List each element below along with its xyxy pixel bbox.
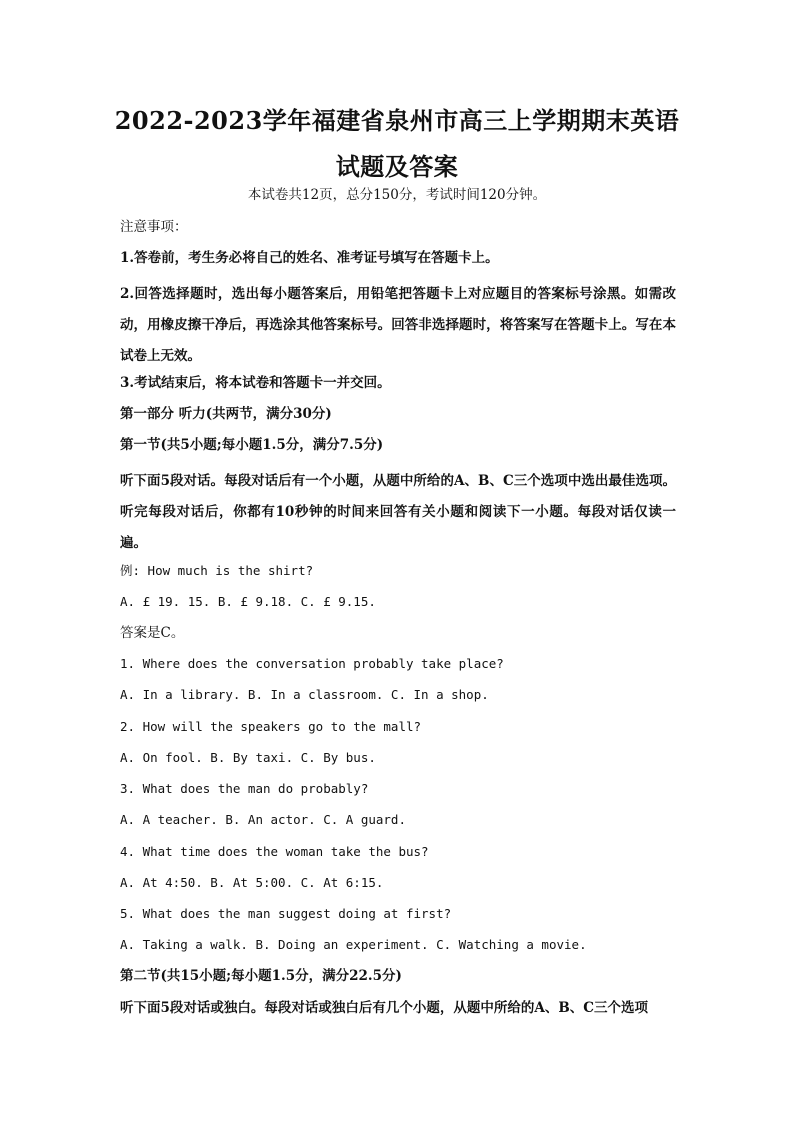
section1-heading: 第一节(共5小题;每小题1.5分，满分7.5分) bbox=[120, 437, 384, 453]
section2-instructions: 听下面5段对话或独白。每段对话或独白后有几个小题，从题中所给的A、B、C三个选项 bbox=[120, 1000, 649, 1016]
example-answer: 答案是C。 bbox=[120, 625, 185, 641]
exam-info: 本试卷共12页，总分150分，考试时间120分钟。 bbox=[247, 187, 547, 203]
question-4: 4. What time does the woman take the bus? bbox=[120, 844, 429, 859]
question-1-options: A. In a library. B. In a classroom. C. In a shop. bbox=[120, 687, 489, 702]
page-title: 2022-2023学年福建省泉州市高三上学期期末英语试题及答案 bbox=[114, 106, 680, 181]
notice-item-1: 1.答卷前，考生务必将自己的姓名、准考证号填写在答题卡上。 bbox=[120, 250, 499, 266]
question-5: 5. What does the man suggest doing at first? bbox=[120, 906, 452, 921]
part1-heading: 第一部分 听力(共两节，满分30分) bbox=[120, 406, 332, 422]
question-2-options: A. On fool. B. By taxi. C. By bus. bbox=[120, 750, 376, 765]
question-1: 1. Where does the conversation probably take place? bbox=[120, 656, 504, 671]
question-3-options: A. A teacher. B. An actor. C. A guard. bbox=[120, 812, 406, 827]
question-4-options: A. At 4:50. B. At 5:00. C. At 6:15. bbox=[120, 875, 384, 890]
question-3: 3. What does the man do probably? bbox=[120, 781, 369, 796]
section1-instructions: 听下面5段对话。每段对话后有一个小题，从题中所给的A、B、C三个选项中选出最佳选项。听完每段对话后，你都有10秒钟的时间来回答有关小题和阅读下一小题。每段对话仅读一遍。 bbox=[120, 473, 676, 551]
example-question: 例: How much is the shirt? bbox=[120, 563, 314, 578]
notice-heading: 注意事项： bbox=[120, 219, 188, 235]
question-2: 2. How will the speakers go to the mall? bbox=[120, 719, 422, 734]
question-5-options: A. Taking a walk. B. Doing an experiment. C. Watching a movie. bbox=[120, 937, 587, 952]
notice-item-2: 2.回答选择题时，选出每小题答案后，用铅笔把答题卡上对应题目的答案标号涂黑。如需改动，用橡皮擦干净后，再选涂其他答案标号。回答非选择题时，将答案写在答题卡上。写在本试卷上无效。 bbox=[120, 286, 676, 364]
example-options: A. £ 19. 15. B. £ 9.18. C. £ 9.15. bbox=[120, 594, 376, 609]
notice-item-3: 3.考试结束后，将本试卷和答题卡一并交回。 bbox=[120, 375, 391, 391]
section2-heading: 第二节(共15小题;每小题1.5分，满分22.5分) bbox=[120, 968, 402, 984]
